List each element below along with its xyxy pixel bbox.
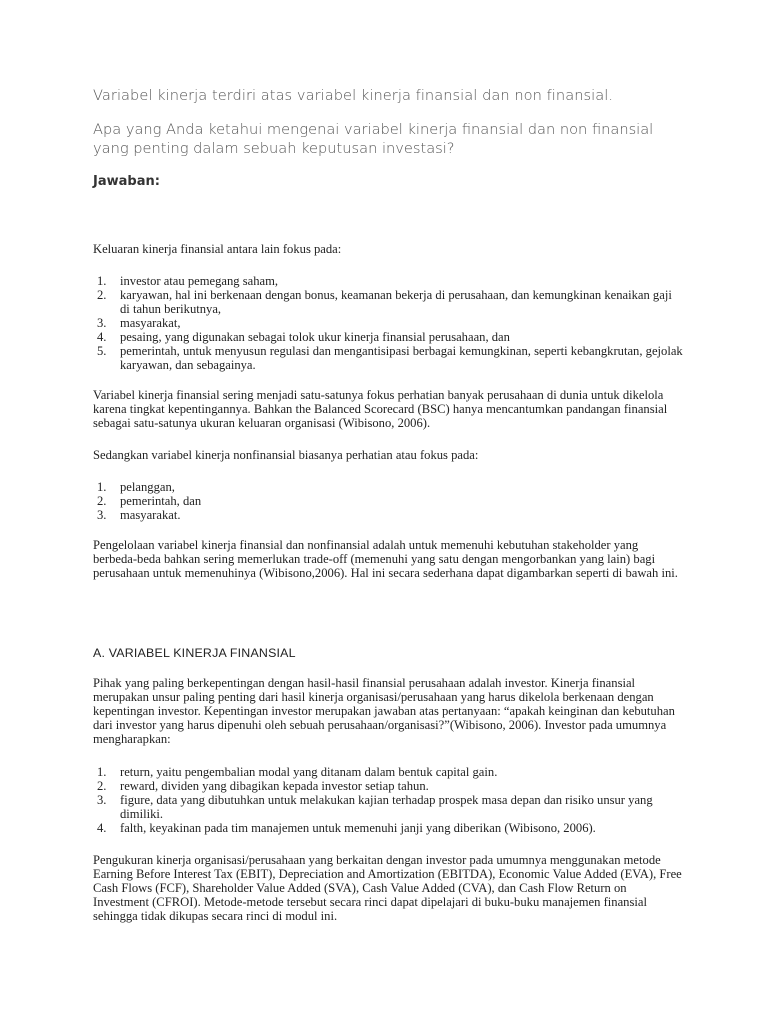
paragraph-measurement — [93, 853, 683, 923]
paragraph-text: Pengelolaan variabel kinerja finansial dan nonfinansial adalah untuk memenuhi kebutuhan stakeholder yang berbeda-beda bahkan sering memerlukan trade-off (memenuhi yang satu dengan mengorbankan yang lain) bagi perusahaan untuk memenuhinya (Wibisono,2006). Hal ini secara sederhana dapat digambarkan seperti di bawah ini. — [93, 538, 678, 580]
list-text: karyawan, hal ini berkenaan dengan bonus, keamanan bekerja di perusahaan, dan kemungkinan kenaikan gaji di tahun berikutnya, — [120, 288, 672, 316]
list-number: 5. — [97, 344, 107, 358]
list-number: 3. — [97, 793, 107, 807]
list-number: 1. — [97, 765, 107, 779]
paragraph-investor — [93, 676, 683, 746]
list-number: 1. — [97, 480, 107, 494]
list-text: return, yaitu pengembalian modal yang ditanam dalam bentuk capital gain. — [120, 765, 498, 779]
list-item — [93, 330, 683, 344]
list-item — [93, 316, 683, 330]
list-item — [93, 274, 683, 288]
paragraph-management — [93, 538, 683, 580]
paragraph-text: Pengukuran kinerja organisasi/perusahaan yang berkaitan dengan investor pada umumnya menggunakan metode Earning Before Interest Tax (EBIT), Depreciation and Amortization (EBITDA), Economic Value Added (EVA), Free Cash Flows (FCF), Shareholder Value Added (SVA), Cash Value Added (CVA), dan Cash Flow Return on Investment (CFROI). Metode-metode tersebut secara rinci dapat dipelajari di buku-buku manajemen finansial sehingga tidak dikupas secara rinci di modul ini. — [93, 853, 682, 923]
list-text: pelanggan, — [120, 480, 175, 494]
financial-output-intro-text: Keluaran kinerja finansial antara lain fokus pada: — [93, 242, 342, 256]
list-item — [93, 508, 683, 522]
list-item — [93, 494, 683, 508]
question-intro: Variabel kinerja terdiri atas variabel kinerja finansial dan non finansial. — [93, 87, 614, 104]
list-text: reward, dividen yang dibagikan kepada investor setiap tahun. — [120, 779, 429, 793]
list-number: 4. — [97, 821, 107, 835]
list-text: figure, data yang dibutuhkan untuk melakukan kajian terhadap prospek masa depan dan risiko unsur yang dimiliki. — [120, 793, 653, 821]
list-item — [93, 793, 683, 821]
nonfinancial-intro-text: Sedangkan variabel kinerja nonfinansial biasanya perhatian atau fokus pada: — [93, 448, 479, 462]
list-item — [93, 288, 683, 316]
list-number: 4. — [97, 330, 107, 344]
list-text: investor atau pemegang saham, — [120, 274, 279, 288]
nonfinancial-list — [93, 480, 683, 522]
list-item — [93, 821, 683, 835]
list-item — [93, 779, 683, 793]
list-number: 3. — [97, 508, 107, 522]
list-item — [93, 344, 683, 372]
list-item — [93, 480, 683, 494]
section-a-heading: A. VARIABEL KINERJA FINANSIAL — [93, 646, 296, 660]
list-text: masyarakat, — [120, 316, 181, 330]
list-number: 1. — [97, 274, 107, 288]
nonfinancial-intro — [93, 448, 683, 462]
list-text: pemerintah, untuk menyusun regulasi dan mengantisipasi berbagai kemungkinan, seperti kebangkrutan, gejolak karyawan, dan sebagainya. — [120, 344, 683, 372]
list-text: pesaing, yang digunakan sebagai tolok ukur kinerja finansial perusahaan, dan — [120, 330, 510, 344]
list-text: falth, keyakinan pada tim manajemen untuk memenuhi janji yang diberikan (Wibisono, 2006). — [120, 821, 596, 835]
answer-label: Jawaban: — [93, 174, 160, 189]
paragraph-financial-focus — [93, 388, 683, 430]
financial-output-intro — [93, 242, 683, 256]
question-main: Apa yang Anda ketahui mengenai variabel kinerja finansial dan non finansial yang penting dalam sebuah keputusan investasi? — [93, 121, 654, 157]
financial-output-list — [93, 274, 683, 372]
paragraph-text: Variabel kinerja finansial sering menjadi satu-satunya fokus perhatian banyak perusahaan di dunia untuk dikelola karena tingkat kepentingannya. Bahkan the Balanced Scorecard (BSC) hanya mencantumkan pandangan finansial sebagai satu-satunya ukuran keluaran organisasi (Wibisono, 2006). — [93, 388, 668, 430]
list-item — [93, 765, 683, 779]
list-text: masyarakat. — [120, 508, 181, 522]
list-number: 3. — [97, 316, 107, 330]
list-number: 2. — [97, 288, 107, 302]
list-number: 2. — [97, 779, 107, 793]
paragraph-text: Pihak yang paling berkepentingan dengan hasil-hasil finansial perusahaan adalah investor. Kinerja finansial merupakan unsur paling penting dari hasil kinerja organisasi/perusahaan yang harus dikelola berkenaan dengan kepentingan investor. Kepentingan investor merupakan jawaban atas pertanyaan: “apakah keinginan dan kebutuhan dari investor yang harus dipenuhi oleh sebuah perusahaan/organisasi?”(Wibisono, 2006). Investor pada umumnya mengharapkan: — [93, 676, 675, 746]
investor-list — [93, 765, 683, 835]
list-text: pemerintah, dan — [120, 494, 202, 508]
list-number: 2. — [97, 494, 107, 508]
